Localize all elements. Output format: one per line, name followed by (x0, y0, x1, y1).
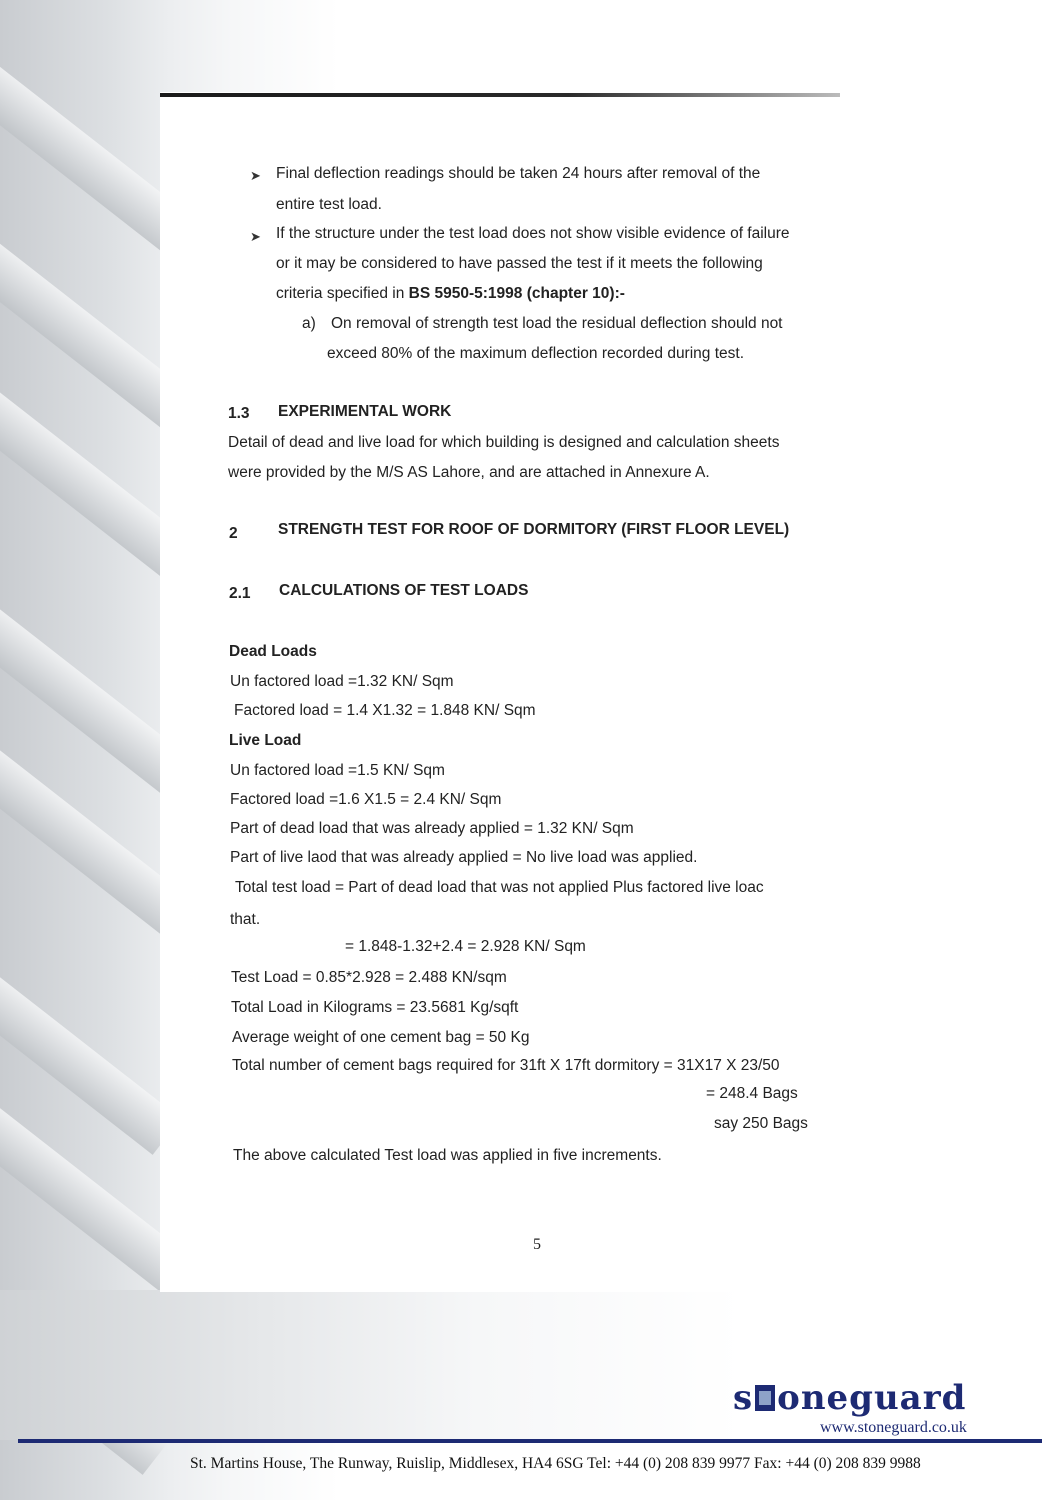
dead-factored: Factored load = 1.4 X1.32 = 1.848 KN/ Sqm (234, 702, 536, 719)
arrowhead-bullet-icon: ➤ (250, 229, 261, 244)
bullet-1-line-1: Final deflection readings should be taken 24 hours after removal of the (276, 165, 761, 182)
avg-bag: Average weight of one cement bag = 50 Kg (232, 1029, 530, 1046)
total-test-line-3: = 1.848-1.32+2.4 = 2.928 KN/ Sqm (345, 938, 586, 955)
total-test-line-1: Total test load = Part of dead load that was not applied Plus factored live loac (235, 879, 764, 896)
bags-required: Total number of cement bags required for 31ft X 17ft dormitory = 31X17 X 23/50 (232, 1057, 780, 1074)
footer-address: St. Martins House, The Runway, Ruislip, Middlesex, HA4 6SG Tel: +44 (0) 208 839 9977 Fax: +44 (0) 208 839 9988 (190, 1455, 921, 1472)
arrowhead-bullet-icon: ➤ (250, 168, 261, 183)
section-1-3-number: 1.3 (228, 405, 250, 422)
stoneguard-logo (733, 1378, 966, 1418)
logo-text-right: oneguard (777, 1378, 967, 1418)
website-link[interactable]: www.stoneguard.co.uk (820, 1419, 967, 1436)
bags-result: = 248.4 Bags (706, 1085, 798, 1102)
live-factored: Factored load =1.6 X1.5 = 2.4 KN/ Sqm (230, 791, 502, 808)
bullet-1-line-2: entire test load. (276, 196, 382, 213)
increments-note: The above calculated Test load was applied in five increments. (233, 1147, 662, 1164)
section-2-title: STRENGTH TEST FOR ROOF OF DORMITORY (FIRST FLOOR LEVEL) (278, 521, 790, 538)
section-1-3-line-1: Detail of dead and live load for which building is designed and calculation sheets (228, 434, 780, 451)
sub-item-line-1: On removal of strength test load the residual deflection should not (331, 315, 783, 332)
live-applied: Part of live laod that was already applied = No live load was applied. (230, 849, 698, 866)
total-kg: Total Load in Kilograms = 23.5681 Kg/sqft (231, 999, 519, 1016)
standard-reference: BS 5950-5:1998 (chapter 10):- (408, 285, 625, 302)
dead-unfactored: Un factored load =1.32 KN/ Sqm (230, 673, 454, 690)
live-load-heading: Live Load (229, 732, 302, 749)
section-2-1-number: 2.1 (229, 585, 251, 602)
footer-rule (18, 1439, 1042, 1443)
header-rule (160, 93, 840, 97)
total-test-line-2: that. (230, 911, 261, 928)
page-number: 5 (533, 1236, 541, 1253)
dead-applied: Part of dead load that was already applied = 1.32 KN/ Sqm (230, 820, 634, 837)
live-unfactored: Un factored load =1.5 KN/ Sqm (230, 762, 445, 779)
criteria-text: criteria specified in (276, 285, 409, 302)
sub-item-marker: a) (302, 315, 316, 332)
section-2-number: 2 (229, 525, 238, 542)
castle-icon (755, 1385, 775, 1411)
logo-text-left: s (733, 1378, 754, 1418)
section-1-3-title: EXPERIMENTAL WORK (278, 403, 452, 420)
test-load: Test Load = 0.85*2.928 = 2.488 KN/sqm (231, 969, 507, 986)
dead-loads-heading: Dead Loads (229, 643, 317, 660)
section-2-1-title: CALCULATIONS OF TEST LOADS (279, 582, 529, 599)
bullet-2-line-1: If the structure under the test load does not show visible evidence of failure (276, 225, 790, 242)
bags-say: say 250 Bags (714, 1115, 808, 1132)
sub-item-line-2: exceed 80% of the maximum deflection recorded during test. (327, 345, 745, 362)
bullet-2-line-3 (276, 284, 625, 304)
section-1-3-line-2: were provided by the M/S AS Lahore, and are attached in Annexure A. (228, 464, 710, 481)
bullet-2-line-2: or it may be considered to have passed the test if it meets the following (276, 255, 763, 272)
